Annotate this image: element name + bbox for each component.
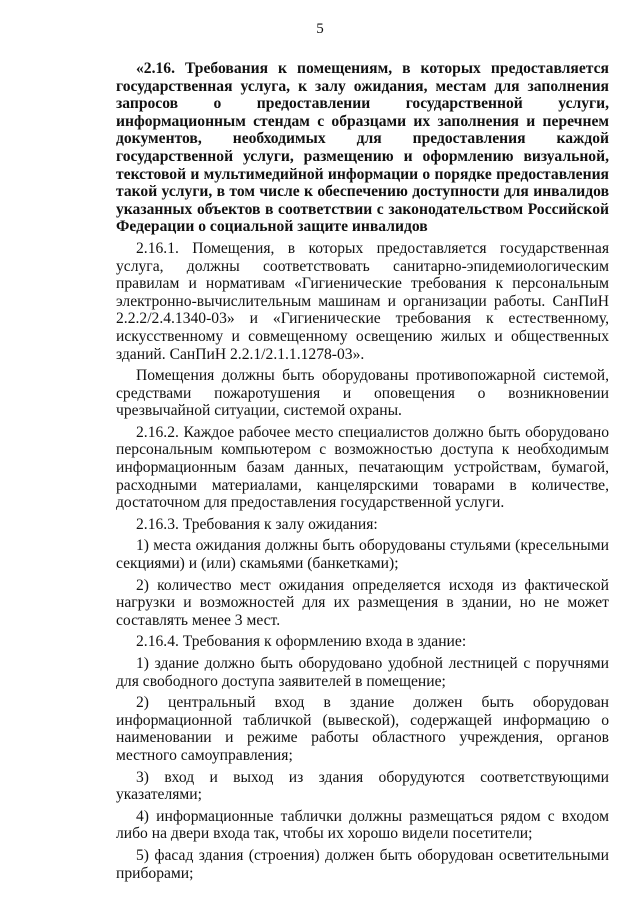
document-body (116, 60, 609, 886)
paragraph-2-16-4: 2.16.4. Требования к оформлению входа в здание: (136, 633, 467, 651)
list-item-central-entrance: 2) центральный вход в здание должен быть оборудован информационной табличкой (вывеской), содержащей информацию о наименовании и режиме работы областного учреждения, органов местного самоуправления; (116, 694, 609, 764)
paragraph-2-16-3: 2.16.3. Требования к залу ожидания: (136, 515, 378, 533)
list-item-info-plates: 4) информационные таблички должны размещаться рядом с входом либо на двери входа так, чтобы их хорошо видели посетители; (116, 807, 609, 843)
page-number: 5 (316, 21, 324, 37)
paragraph-fire-safety: Помещения должны быть оборудованы противопожарной системой, средствами пожаротушения и оповещения о возникновении чрезвычайной ситуации, системой охраны. (116, 367, 609, 420)
list-item-waiting-seats: 1) места ожидания должны быть оборудованы стульями (кресельными секциями) и (или) скамьями (банкетками); (116, 537, 609, 573)
list-item-facade-lighting: 5) фасад здания (строения) должен быть оборудован осветительными приборами; (116, 846, 609, 882)
section-heading: «2.16. Требования к помещениям, в которых предоставляется государственная услуга, к залу ожидания, местам для заполнения запросов о предоставлении государственной услуги, информационным стендам с образцами их заполнения и перечнем документов, необходимых для предоставления каждой государственной услуги, размещению и оформлению визуальной, текстовой и мультимедийной информации о порядке предоставления такой услуги, в том числе к обеспечению доступности для инвалидов указанных объектов в соответствии с законодательством Российской Федерации о социальной защите инвалидов (116, 60, 609, 236)
paragraph-2-16-2: 2.16.2. Каждое рабочее место специалистов должно быть оборудовано персональным компьютером с возможностью доступа к необходимым информационным базам данных, печатающим устройствам, бумагой, расходными материалами, канцелярскими товарами в количестве, достаточном для предоставления государственной услуги. (116, 423, 609, 512)
paragraph-2-16-1: 2.16.1. Помещения, в которых предоставляется государственная услуга, должны соответствовать санитарно-эпидемиологическим правилам и нормативам «Гигиенические требования к персональным электронно-вычислительным машинам и организации работы. СанПиН 2.2.2/2.4.1340-03» и «Гигиенические требования к естественному, искусственному и совмещенному освещению жилых и общественных зданий. СанПиН 2.2.1/2.1.1.1278-03». (116, 239, 609, 363)
list-item-waiting-count: 2) количество мест ожидания определяется исходя из фактической нагрузки и возможностей для их размещения в здании, но не может составлять менее 3 мест. (116, 576, 609, 629)
list-item-entry-exit-signs: 3) вход и выход из здания оборудуются соответствующими указателями; (116, 768, 609, 804)
list-item-stairs: 1) здание должно быть оборудовано удобной лестницей с поручнями для свободного доступа заявителей в помещение; (116, 655, 609, 690)
